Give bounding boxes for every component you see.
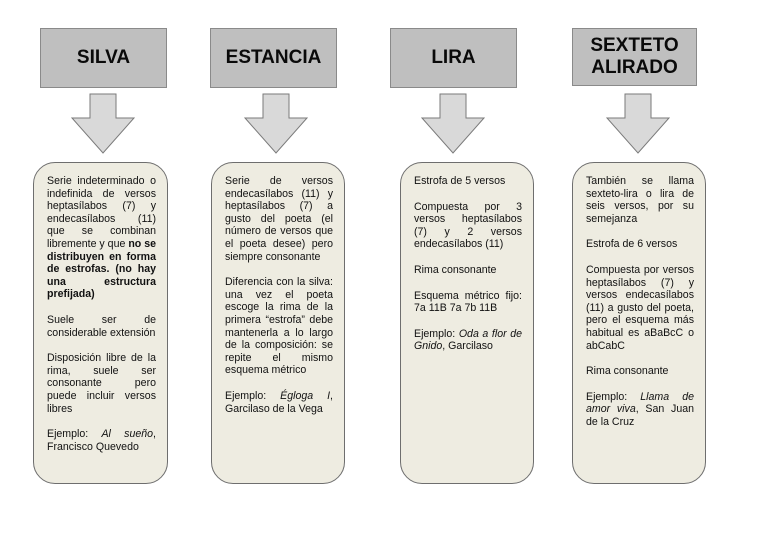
paragraph xyxy=(47,314,156,339)
text-segment: Estrofa de 5 versos xyxy=(414,175,506,187)
text-segment: Llama de amor viva xyxy=(586,390,694,416)
content-box-lira xyxy=(400,162,534,484)
header-title: SILVA xyxy=(76,47,131,68)
paragraph xyxy=(414,201,522,251)
text-segment: Ejemplo: xyxy=(586,390,641,403)
text-segment: , Garcilaso xyxy=(442,340,493,353)
text-segment: , San Juan de la Cruz xyxy=(586,403,695,428)
text-segment: Disposición libre de la rima, suele ser consonante pero puede incluir versos libres xyxy=(47,352,156,415)
text-segment: Estrofa de 6 versos xyxy=(586,238,678,251)
paragraph xyxy=(47,175,156,301)
text-segment: Rima consonante xyxy=(414,263,497,276)
text-segment: También se llama sexteto-lira o lira de seis versos, por su semejanza xyxy=(586,175,694,225)
paragraph xyxy=(414,290,522,315)
header-silva xyxy=(40,28,167,88)
text-segment: Esquema métrico fijo: 7a 11B 7a 7b 11B xyxy=(414,289,522,315)
text-segment: , Francisco Quevedo xyxy=(47,428,156,453)
text-segment: Diferencia con la silva: una vez el poeta escoge la rima de la primera “estrofa” debe mantenerla a lo largo de la composición: se repite el mismo esquema métrico xyxy=(225,276,333,377)
paragraph xyxy=(47,352,156,415)
header-title: SEXTETO ALIRADO xyxy=(590,35,679,78)
down-arrow-icon xyxy=(605,93,671,155)
text-segment: Rima consonante xyxy=(586,365,669,378)
paragraph xyxy=(586,264,694,352)
header-sexteto-alirado xyxy=(572,28,697,86)
content-box-silva xyxy=(33,162,168,484)
down-arrow-icon xyxy=(420,93,486,155)
text-segment: Compuesta por 3 versos heptasílabos (7) y 2 versos endecasílabos (11) xyxy=(414,200,522,251)
paragraph xyxy=(47,428,156,453)
text-segment: , Garcilaso de la Vega xyxy=(225,389,333,415)
paragraph xyxy=(586,238,694,251)
header-title: ESTANCIA xyxy=(225,47,322,68)
paragraph xyxy=(225,390,333,415)
text-segment: Serie de versos endecasílabos (11) y heptasílabos (7) a gusto del poeta (el número de versos que el poeta desee) pero siempre consonante xyxy=(225,175,333,263)
paragraph xyxy=(414,175,522,188)
paragraph xyxy=(414,264,522,277)
down-arrow-icon xyxy=(243,93,309,155)
paragraph xyxy=(586,391,694,429)
text-segment: Serie indeterminado o indefinida de versos heptasílabos (7) y endecasílabos (11) que se combinan libremente y que xyxy=(47,175,156,250)
paragraph xyxy=(414,328,522,353)
content-box-sexteto-alirado xyxy=(572,162,706,484)
text-segment: Ejemplo: xyxy=(47,428,102,441)
text-segment: Ejemplo: xyxy=(225,389,281,402)
header-estancia xyxy=(210,28,337,88)
text-segment: no se distribuyen en forma de estrofas. (no hay una estructura prefijada) xyxy=(47,237,156,301)
header-title: LIRA xyxy=(431,47,476,68)
text-segment: Compuesta por versos heptasílabos (7) y versos endecasílabos (11) a gusto del poeta, pero el esquema más habitual es aBaBcC o abCabC xyxy=(586,263,694,352)
paragraph xyxy=(586,175,694,225)
text-segment: Oda a flor de Gnido xyxy=(414,327,522,353)
header-lira xyxy=(390,28,517,88)
text-segment: Al sueño xyxy=(101,428,154,441)
paragraph xyxy=(225,175,333,263)
content-box-estancia xyxy=(211,162,345,484)
text-segment: Égloga I xyxy=(280,389,331,402)
down-arrow-icon xyxy=(70,93,136,155)
paragraph xyxy=(225,276,333,377)
text-segment: Ejemplo: xyxy=(414,327,459,340)
text-segment: Suele ser de considerable extensión xyxy=(47,313,156,339)
paragraph xyxy=(586,365,694,378)
